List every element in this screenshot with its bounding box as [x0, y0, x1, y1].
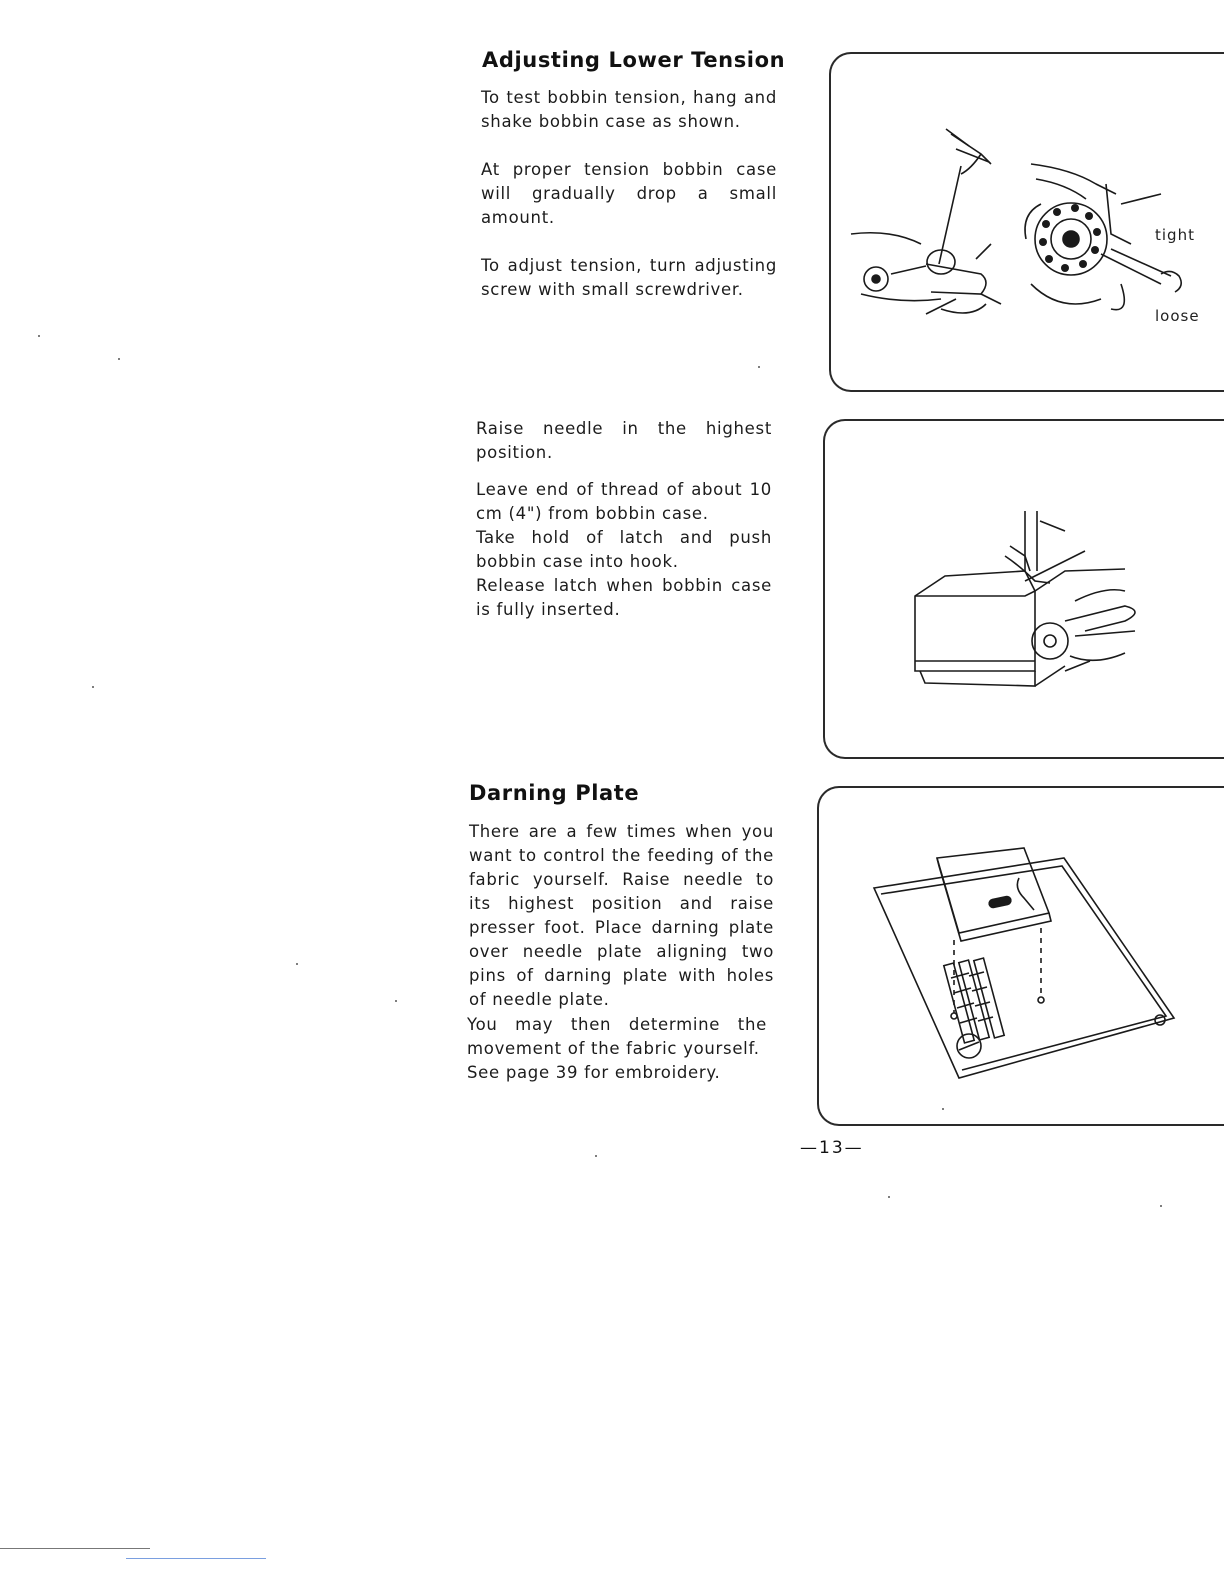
scan-speck	[758, 366, 760, 368]
paragraph-adjust-tension: To adjust tension, turn adjusting screw with small screwdriver.	[481, 256, 777, 299]
scan-speck	[395, 1000, 397, 1002]
paragraph-darning-intro: There are a few times when you want to control the feeding of the fabric yourself. Raise needle to its highest position and raise presser foot. Place darning plate over needle plate aligning two pins of darning plate with holes of needle plate.	[469, 822, 774, 1009]
paragraph-leave-thread: Leave end of thread of about 10 cm (4") from bobbin case.	[476, 480, 772, 523]
section-heading-darning-plate: Darning Plate	[469, 781, 640, 805]
bobbin-tension-illustration	[831, 54, 1224, 390]
figure-darning-plate	[817, 786, 1224, 1126]
paragraph-release-latch: Release latch when bobbin case is fully inserted.	[476, 576, 772, 619]
scan-speck	[888, 1196, 890, 1198]
paragraph-see-page: See page 39 for embroidery.	[467, 1063, 721, 1082]
paragraph-raise-needle: Raise needle in the highest position.	[476, 419, 772, 462]
paragraph-take-latch: Take hold of latch and push bobbin case into hook.	[476, 528, 772, 571]
figure-bobbin-tension	[829, 52, 1224, 392]
scan-speck	[92, 686, 94, 688]
paragraph-test-tension: To test bobbin tension, hang and shake bobbin case as shown.	[481, 88, 777, 131]
footer-rule-dark	[0, 1548, 150, 1549]
paragraph-determine-movement: You may then determine the movement of the fabric yourself.	[467, 1015, 767, 1058]
label-tight: tight	[1155, 226, 1195, 244]
darning-plate-illustration	[819, 788, 1224, 1124]
scan-speck	[1160, 1205, 1162, 1207]
scan-speck	[118, 358, 120, 360]
figure-insert-bobbin-case	[823, 419, 1224, 759]
scan-speck	[38, 335, 40, 337]
paragraph-proper-tension: At proper tension bobbin case will gradually drop a small amount.	[481, 160, 777, 227]
insert-bobbin-illustration	[825, 421, 1224, 757]
scan-speck	[296, 963, 298, 965]
footer-rule-blue	[126, 1558, 266, 1559]
section-heading-adjusting-lower-tension: Adjusting Lower Tension	[482, 48, 786, 72]
scan-speck	[595, 1155, 597, 1157]
label-loose: loose	[1155, 307, 1200, 325]
scan-speck	[942, 1108, 944, 1110]
page-number: —13—	[800, 1138, 864, 1158]
